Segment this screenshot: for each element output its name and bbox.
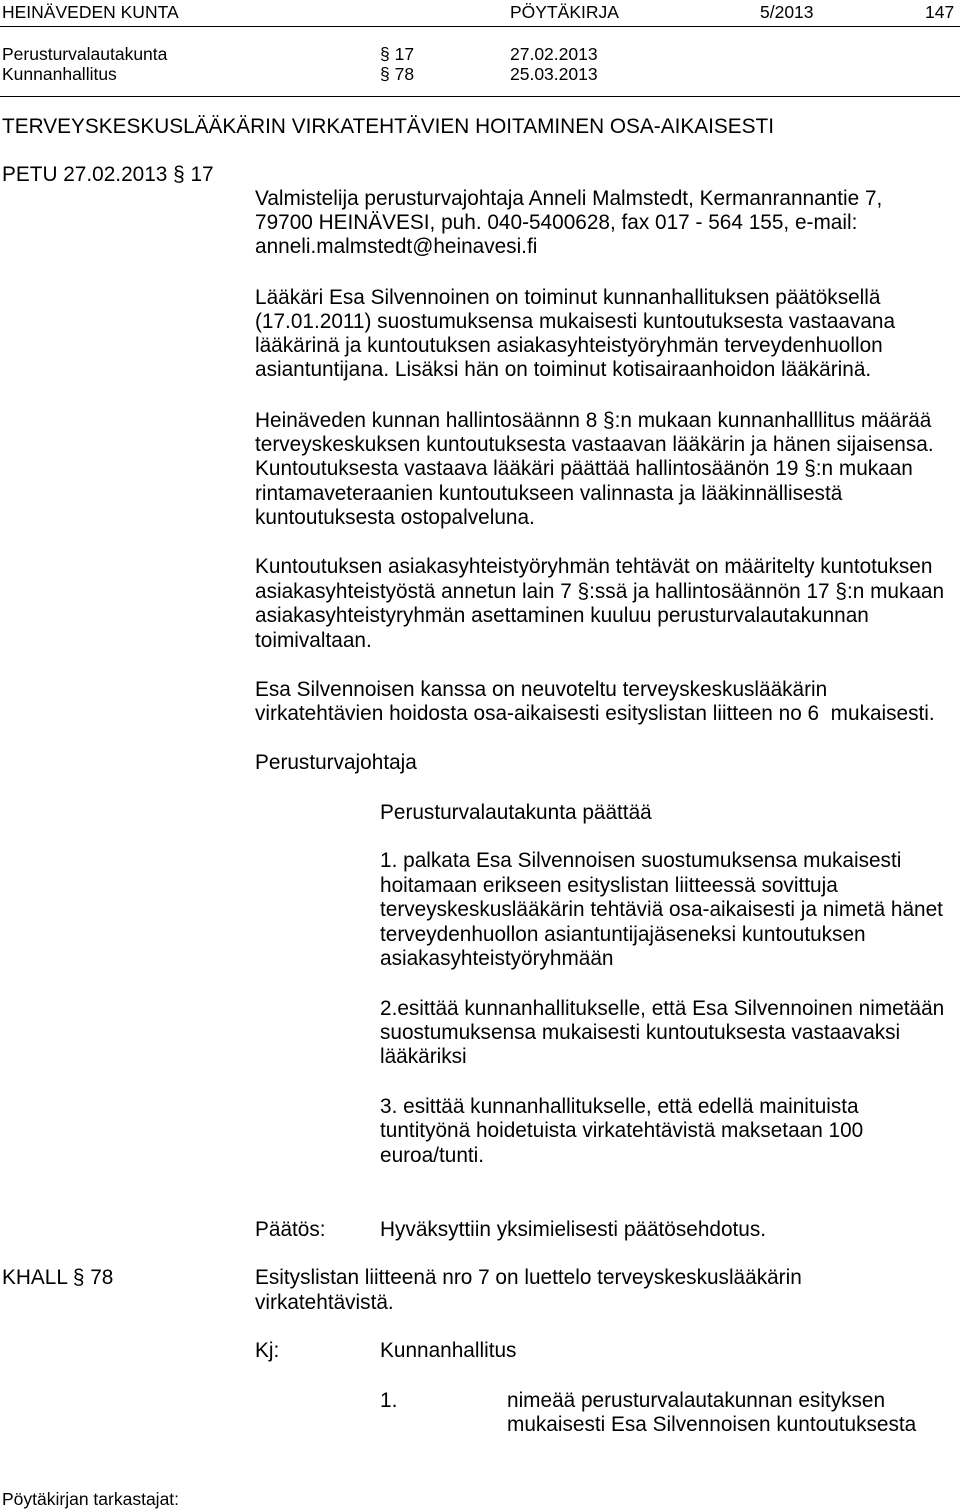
reviewers-label: Pöytäkirjan tarkastajat:: [2, 1489, 180, 1509]
regulation-line: Heinäveden kunnan hallintosäännn 8 §:n mukaan kunnanhalllitus määrää: [255, 409, 932, 432]
proposal-item-line: euroa/tunti.: [380, 1144, 485, 1167]
cooperation-group-line: Kuntoutuksen asiakasyhteistyöryhmän tehtävät on määritelty kuntotuksen: [255, 555, 933, 578]
meetings-divider: [0, 96, 960, 97]
proposer-label: Kj:: [255, 1339, 280, 1362]
regulation-line: terveyskeskuksen kuntoutuksesta vastaavan lääkärin ja hänen sijaisensa.: [255, 433, 934, 456]
municipality-name: HEINÄVEDEN KUNTA: [2, 2, 179, 22]
proposal-item-line: terveydenhuollon asiantuntijajäseneksi kuntoutuksen: [380, 923, 866, 946]
background-line: Lääkäri Esa Silvennoinen on toiminut kunnanhallituksen päätöksellä: [255, 286, 881, 309]
proposal-item-line: tuntityönä hoidetuista virkatehtävistä maksetaan 100: [380, 1119, 864, 1142]
meeting-body: Perusturvalautakunta: [2, 44, 168, 64]
background-line: lääkärinä ja kuntoutuksen asiakasyhteistyöryhmän terveydenhuollon: [255, 334, 883, 357]
proposal-item-line: 1. palkata Esa Silvennoisen suostumuksensa mukaisesti: [380, 849, 902, 872]
regulation-line: rintamaveteraanien kuntoutukseen valinnasta ja lääkinnällisestä: [255, 482, 843, 505]
document-number: 5/2013: [760, 2, 814, 22]
meeting-date: 25.03.2013: [510, 64, 598, 84]
proposal-item-line: terveyskeskuslääkärin tehtäviä osa-aikaisesti ja nimetä hänet: [380, 898, 943, 921]
header-divider: [0, 26, 960, 27]
background-line: (17.01.2011) suostumuksensa mukaisesti kuntoutuksesta vastaavana: [255, 310, 896, 333]
proposer-name: Kunnanhallitus: [380, 1339, 517, 1362]
proposal-item-line: asiakasyhteistyöryhmään: [380, 947, 614, 970]
regulation-line: kuntoutuksesta ostopalveluna.: [255, 506, 535, 529]
meeting-section: § 17: [380, 44, 415, 64]
regulation-line: Kuntoutuksesta vastaava lääkäri päättää hallintosäänön 19 §:n mukaan: [255, 457, 913, 480]
negotiation-line: virkatehtävien hoidosta osa-aikaisesti esityslistan liitteen no 6 mukaisesti.: [255, 702, 935, 725]
proposal-item-line: 3. esittää kunnanhallitukselle, että edellä mainituista: [380, 1095, 859, 1118]
khall-heading: KHALL § 78: [2, 1266, 114, 1289]
proposal-item-number: 1.: [380, 1389, 398, 1412]
proposal-item-line: suostumuksensa mukaisesti kuntoutuksesta vastaavaksi: [380, 1021, 901, 1044]
proposal-item-line: 2.esittää kunnanhallitukselle, että Esa Silvennoinen nimetään: [380, 997, 945, 1020]
decision-text: Hyväksyttiin yksimielisesti päätösehdotus.: [380, 1218, 767, 1241]
background-line: asiantuntijana. Lisäksi hän on toiminut kotisairaanhoidon lääkärinä.: [255, 358, 872, 381]
petu-heading: PETU 27.02.2013 § 17: [2, 163, 214, 186]
cooperation-group-line: asiakasyhteistyryhmän asettaminen kuuluu perusturvalautakunnan: [255, 604, 869, 627]
meeting-section: § 78: [380, 64, 415, 84]
document-type: PÖYTÄKIRJA: [510, 2, 619, 22]
proposal-item-line: mukaisesti Esa Silvennoisen kuntoutuksesta: [507, 1413, 917, 1436]
preparer-line: 79700 HEINÄVESI, puh. 040-5400628, fax 017 - 564 155, e-mail:: [255, 211, 858, 234]
preparer-email: anneli.malmstedt@heinavesi.fi: [255, 235, 538, 258]
attachment-line: virkatehtävistä.: [255, 1291, 394, 1314]
preparer-line: Valmistelija perusturvajohtaja Anneli Malmstedt, Kermanrannantie 7,: [255, 187, 883, 210]
proposal-item-line: nimeää perusturvalautakunnan esityksen: [507, 1389, 886, 1412]
negotiation-line: Esa Silvennoisen kanssa on neuvoteltu terveyskeskuslääkärin: [255, 678, 828, 701]
meeting-date: 27.02.2013: [510, 44, 598, 64]
cooperation-group-line: toimivaltaan.: [255, 629, 372, 652]
proposer-label: Perusturvajohtaja: [255, 751, 417, 774]
cooperation-group-line: asiakasyhteistyöstä annetun lain 7 §:ssä ja hallintosäännön 17 §:n mukaan: [255, 580, 945, 603]
decision-heading: Perusturvalautakunta päättää: [380, 801, 652, 824]
item-title: TERVEYSKESKUSLÄÄKÄRIN VIRKATEHTÄVIEN HOITAMINEN OSA-AIKAISESTI: [2, 115, 774, 138]
decision-label: Päätös:: [255, 1218, 326, 1241]
proposal-item-line: hoitamaan erikseen esityslistan liitteessä sovittuja: [380, 874, 838, 897]
meeting-body: Kunnanhallitus: [2, 64, 117, 84]
proposal-item-line: lääkäriksi: [380, 1045, 467, 1068]
attachment-line: Esityslistan liitteenä nro 7 on luettelo terveyskeskuslääkärin: [255, 1266, 802, 1289]
page-number: 147: [925, 2, 955, 22]
